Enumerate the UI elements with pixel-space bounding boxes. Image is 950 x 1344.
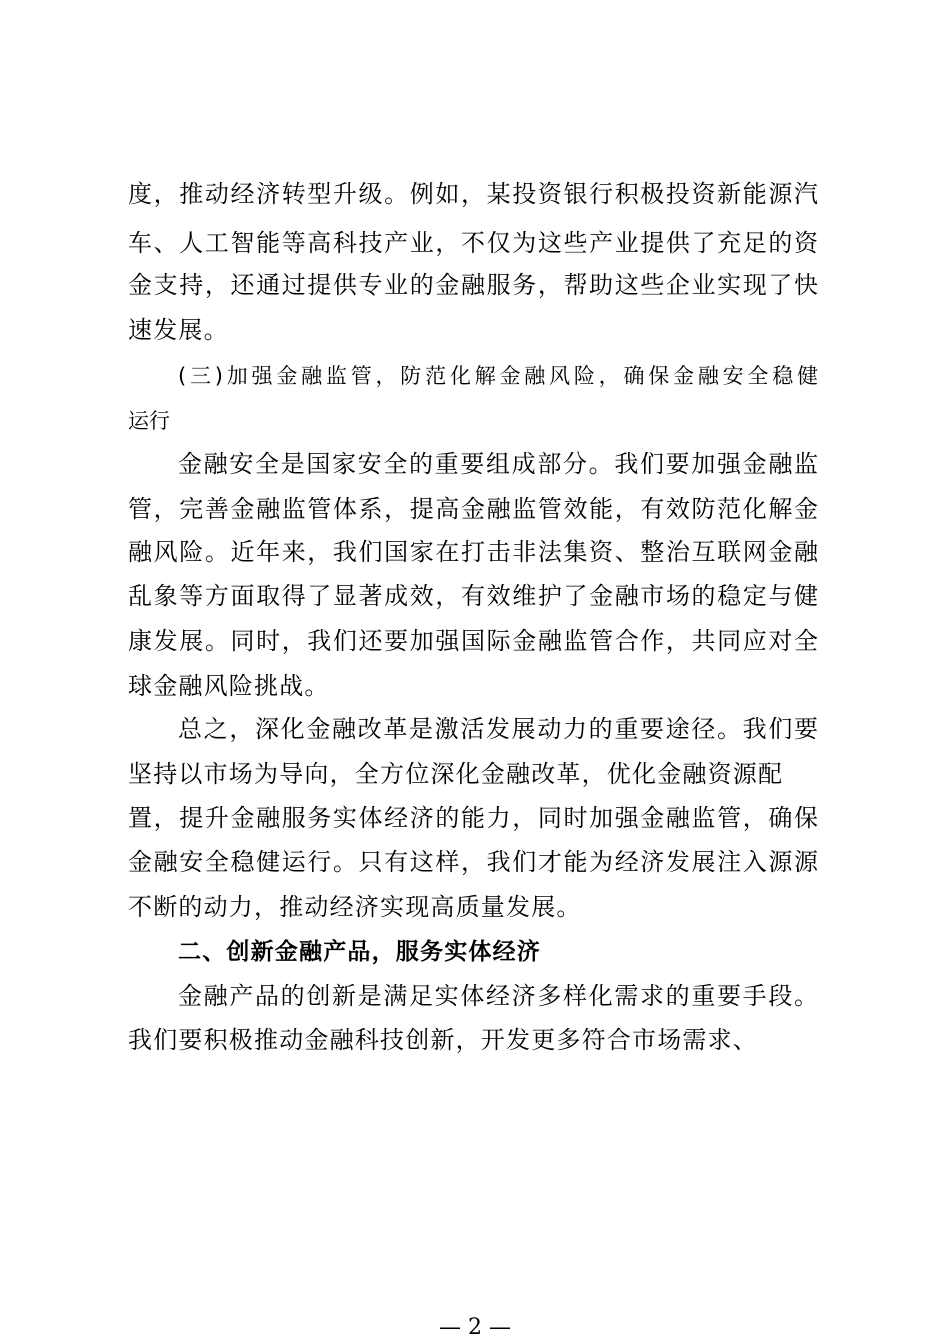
paragraph-line: 金融安全稳健运行。只有这样，我们才能为经济发展注入源源 — [128, 848, 818, 876]
paragraph-line: 速发展。 — [128, 316, 229, 344]
paragraph-line: 融风险。近年来，我们国家在打击非法集资、整治互联网金融 — [128, 538, 818, 566]
paragraph-line: 金融安全是国家安全的重要组成部分。我们要加强金融监 — [178, 450, 818, 478]
paragraph-line: 总之，深化金融改革是激活发展动力的重要途径。我们要 — [178, 715, 818, 743]
paragraph-line: 球金融风险挑战。 — [128, 672, 330, 700]
paragraph-line: 度，推动经济转型升级。例如，某投资银行积极投资新能源汽 — [128, 180, 818, 208]
paragraph-line: 不断的动力，推动经济实现高质量发展。 — [128, 893, 582, 921]
paragraph-line: 坚持以市场为导向，全方位深化金融改革，优化金融资源配 — [128, 760, 784, 788]
paragraph-line: 金支持，还通过提供专业的金融服务，帮助这些企业实现了快 — [128, 271, 818, 299]
paragraph-line: 我们要积极推动金融科技创新，开发更多符合市场需求、 — [128, 1026, 758, 1054]
paragraph-line: 车、人工智能等高科技产业，不仅为这些产业提供了充足的资 — [128, 229, 818, 257]
paragraph-line: 康发展。同时，我们还要加强国际金融监管合作，共同应对全 — [128, 627, 818, 655]
section-subheading-line: (三)加强金融监管，防范化解金融风险，确保金融安全稳健 — [178, 364, 818, 388]
paragraph-line: 置，提升金融服务实体经济的能力，同时加强金融监管，确保 — [128, 804, 818, 832]
paragraph-line: 金融产品的创新是满足实体经济多样化需求的重要手段。 — [178, 982, 818, 1010]
page-number: — 2 — — [439, 1315, 511, 1340]
paragraph-line: 管，完善金融监管体系，提高金融监管效能，有效防范化解金 — [128, 495, 818, 523]
paragraph-line: 乱象等方面取得了显著成效，有效维护了金融市场的稳定与健 — [128, 582, 818, 610]
section-subheading-line: 运行 — [128, 409, 170, 433]
section-heading: 二、创新金融产品，服务实体经济 — [178, 939, 541, 965]
